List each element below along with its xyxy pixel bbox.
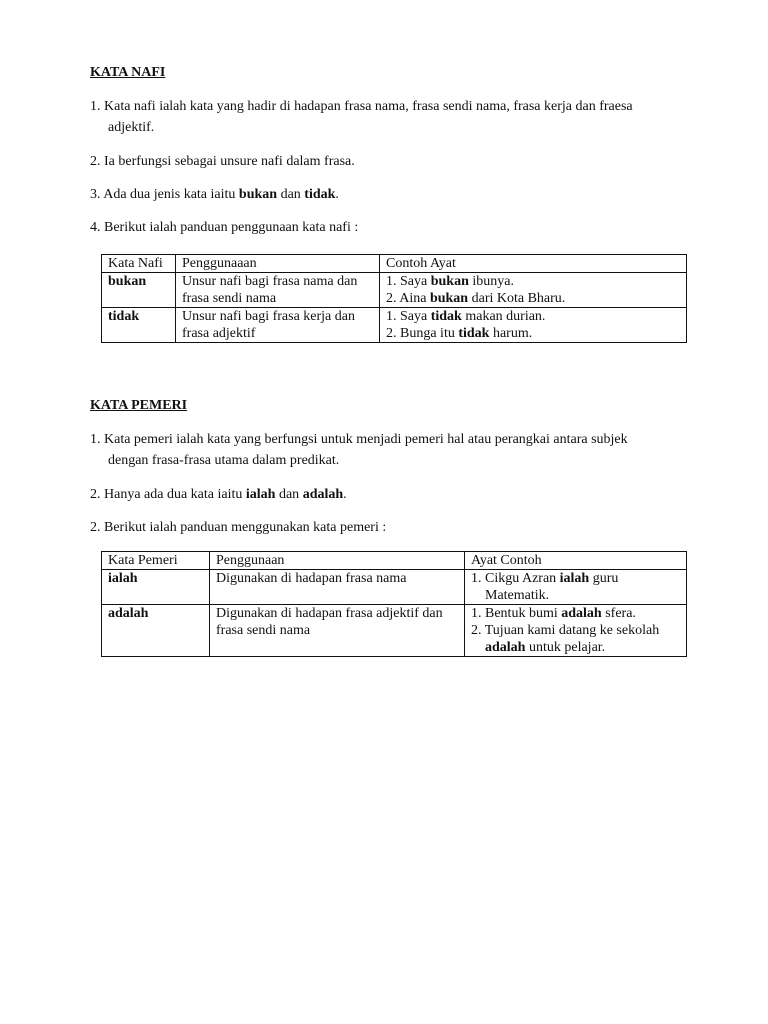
paragraph-2: 2. Ia berfungsi sebagai unsure nafi dalam frasa.: [90, 154, 355, 169]
paragraph-line: dengan frasa-frasa utama dalam predikat.: [108, 453, 340, 468]
bold-term: adalah: [561, 606, 602, 621]
text: makan durian.: [461, 309, 546, 324]
table-header-cell: Contoh Ayat: [380, 255, 687, 273]
bold-term: ialah: [559, 571, 590, 586]
text: 3. Ada dua jenis kata iaitu: [90, 187, 239, 202]
text: 1. Bentuk bumi: [471, 606, 562, 621]
example-line: [386, 290, 680, 307]
bold-term: bukan: [430, 274, 469, 289]
example-line: [471, 570, 680, 587]
section-heading-kata-pemeri: KATA PEMERI: [90, 398, 188, 413]
paragraph-2: [90, 484, 700, 505]
text: guru: [589, 571, 619, 586]
bold-term: ialah: [245, 487, 276, 502]
table-header-row: [102, 255, 687, 273]
table-header-row: [102, 552, 687, 570]
table-row: [102, 570, 687, 605]
text: 1. Saya: [386, 274, 431, 289]
bold-term: tidak: [304, 187, 336, 202]
paragraph-line: 1. Kata nafi ialah kata yang hadir di hadapan frasa nama, frasa sendi nama, frasa kerja dan fraesa: [90, 99, 633, 114]
table-header-cell: Penggunaan: [210, 552, 465, 570]
kata-pemeri-table: [101, 551, 687, 657]
text: 1. Cikgu Azran: [471, 571, 560, 586]
table-header-cell: Kata Nafi: [102, 255, 176, 273]
paragraph-1: [90, 96, 700, 138]
table-header-cell: Penggunaaan: [176, 255, 380, 273]
paragraph-line: 1. Kata pemeri ialah kata yang berfungsi untuk menjadi pemeri hal atau perangkai antara subjek: [90, 432, 628, 447]
text: 2. Hanya ada dua kata iaitu: [90, 487, 246, 502]
bold-term: adalah: [302, 487, 344, 502]
text: dan: [277, 187, 305, 202]
bold-term: adalah: [485, 640, 526, 655]
example-line: [386, 308, 680, 325]
text: dan: [275, 487, 303, 502]
table-cell-examples: [380, 308, 687, 343]
text: 1. Saya: [386, 309, 431, 324]
paragraph-1: [90, 429, 700, 471]
table-row: [102, 273, 687, 308]
kata-nafi-table: [101, 254, 687, 343]
text: dari Kota Bharu.: [468, 291, 566, 306]
section-heading-kata-nafi: KATA NAFI: [90, 65, 166, 80]
table-cell-examples: [465, 605, 687, 657]
example-line: [471, 605, 680, 622]
example-line: [386, 273, 680, 290]
table-cell-usage: Unsur nafi bagi frasa nama dan frasa sendi nama: [176, 273, 380, 308]
paragraph-4: 4. Berikut ialah panduan penggunaan kata nafi :: [90, 220, 359, 235]
table-cell-word: bukan: [102, 273, 176, 308]
table-header-cell: Kata Pemeri: [102, 552, 210, 570]
table-cell-usage: Digunakan di hadapan frasa nama: [210, 570, 465, 605]
table-cell-usage: Digunakan di hadapan frasa adjektif dan frasa sendi nama: [210, 605, 465, 657]
table-row: [102, 605, 687, 657]
text: ibunya.: [468, 274, 514, 289]
text: .: [335, 187, 339, 202]
table-cell-examples: [380, 273, 687, 308]
bold-term: tidak: [458, 326, 490, 341]
paragraph-3: 2. Berikut ialah panduan menggunakan kata pemeri :: [90, 520, 387, 535]
bold-term: bukan: [238, 187, 278, 202]
paragraph-3: [90, 184, 700, 205]
example-line-continued: Matematik.: [485, 588, 550, 603]
text: sfera.: [601, 606, 636, 621]
table-row: [102, 308, 687, 343]
table-header-cell: Ayat Contoh: [465, 552, 687, 570]
paragraph-line: adjektif.: [108, 120, 155, 135]
table-cell-examples: [465, 570, 687, 605]
table-cell-word: adalah: [102, 605, 210, 657]
bold-term: bukan: [429, 291, 469, 306]
text: harum.: [489, 326, 533, 341]
example-line-continued: [471, 639, 680, 656]
table-cell-usage: Unsur nafi bagi frasa kerja dan frasa adjektif: [176, 308, 380, 343]
table-cell-word: ialah: [102, 570, 210, 605]
text: 2. Bunga itu: [386, 326, 459, 341]
text: untuk pelajar.: [525, 640, 606, 655]
text: .: [343, 487, 347, 502]
table-cell-word: tidak: [102, 308, 176, 343]
bold-term: tidak: [430, 309, 462, 324]
example-line: [386, 325, 680, 342]
text: 2. Aina: [386, 291, 430, 306]
example-line: 2. Tujuan kami datang ke sekolah: [471, 623, 660, 638]
